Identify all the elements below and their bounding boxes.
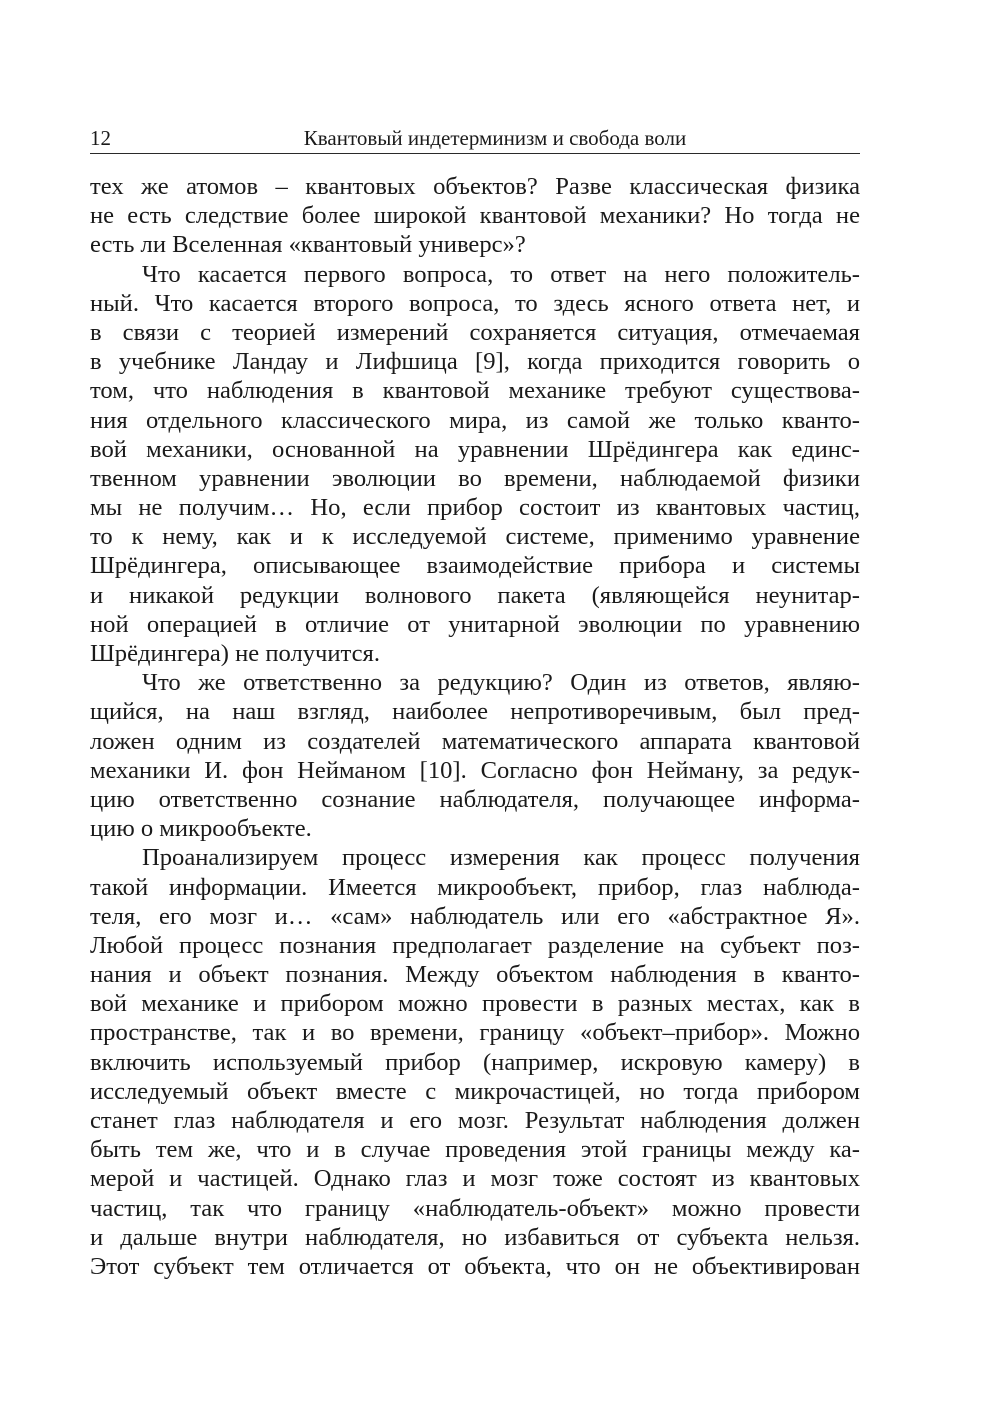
text-line: щийся, на наш взгляд, наиболее непротиворечивым, был пред- <box>90 698 860 726</box>
text-line: в связи с теорией измерений сохраняется ситуация, отмечаемая <box>90 318 860 346</box>
text-line: ной операцией в отличие от унитарной эволюции по уравнению <box>90 610 860 638</box>
body-text <box>90 172 860 1281</box>
paragraph <box>90 172 860 260</box>
text-line: мы не получим… Но, если прибор состоит из квантовых частиц, <box>90 494 860 522</box>
running-title: Квантовый индетерминизм и свобода воли <box>303 126 687 150</box>
text-line: Что же ответственно за редукцию? Один из ответов, являю- <box>142 669 860 697</box>
text-line: тех же атомов – квантовых объектов? Разве классическая физика <box>90 173 860 200</box>
text-line: ния отдельного классического мира, из самой же только кванто- <box>90 406 860 434</box>
text-line: такой информации. Имеется микрообъект, прибор, глаз наблюда- <box>90 873 860 901</box>
text-line: пространстве, так и во времени, границу «объект–прибор». Можно <box>90 1019 860 1047</box>
text-line: механики И. фон Нейманом [10]. Согласно фон Нейману, за редук- <box>90 756 860 784</box>
text-line: станет глаз наблюдателя и его мозг. Результат наблюдения должен <box>90 1107 860 1134</box>
text-line: Что касается первого вопроса, то ответ на него положитель- <box>142 260 860 288</box>
text-line: цию ответственно сознание наблюдателя, получающее информа- <box>90 785 860 813</box>
text-line: теля, его мозг и… «сам» наблюдатель или его «абстрактное Я». <box>90 902 860 930</box>
text-line: частиц, так что границу «наблюдатель-объект» можно провести <box>90 1194 860 1222</box>
page-number: 12 <box>90 126 111 150</box>
text-line: быть тем же, что и в случае проведения этой границы между ка- <box>90 1136 860 1164</box>
text-line: цию о микрообъекте. <box>90 815 312 843</box>
text-line: Этот субъект тем отличается от объекта, что он не объективирован <box>90 1252 860 1280</box>
text-line: в учебнике Ландау и Лифшица [9], когда приходится говорить о <box>90 348 860 376</box>
text-line: Любой процесс познания предполагает разделение на субъект поз- <box>90 931 860 959</box>
text-line: ложен одним из создателей математического аппарата квантовой <box>90 727 860 755</box>
text-line: не есть следствие более широкой квантовой механики? Но тогда не <box>90 202 860 230</box>
paragraph <box>90 668 860 843</box>
text-line: есть ли Вселенная «квантовый универс»? <box>90 231 526 259</box>
text-line: вой механики, основанной на уравнении Шрёдингера как единс- <box>90 435 860 463</box>
text-line: Шрёдингера) не получится. <box>90 640 380 667</box>
text-line: том, что наблюдения в квантовой механике требуют существова- <box>90 377 860 405</box>
text-line: твенном уравнении эволюции во времени, наблюдаемой физики <box>90 464 860 492</box>
paragraph <box>90 260 860 669</box>
text-line: Шрёдингера, описывающее взаимодействие прибора и системы <box>90 552 860 580</box>
text-line: и дальше внутри наблюдателя, но избавиться от субъекта нельзя. <box>90 1223 860 1251</box>
text-line: то к нему, как и к исследуемой системе, применимо уравнение <box>90 523 860 551</box>
running-head <box>90 123 860 154</box>
paragraph <box>90 843 860 1281</box>
text-line: вой механике и прибором можно провести в разных местах, как в <box>90 990 860 1018</box>
text-line: исследуемый объект вместе с микрочастицей, но тогда прибором <box>90 1077 860 1105</box>
text-line: нания и объект познания. Между объектом наблюдения в кванто- <box>90 961 860 989</box>
text-line: включить используемый прибор (например, искровую камеру) в <box>90 1048 860 1076</box>
text-line: ный. Что касается второго вопроса, то здесь ясного ответа нет, и <box>90 289 860 317</box>
text-line: мерой и частицей. Однако глаз и мозг тоже состоят из квантовых <box>90 1165 860 1193</box>
text-line: и никакой редукции волнового пакета (являющейся неунитар- <box>90 581 860 609</box>
text-line: Проанализируем процесс измерения как процесс получения <box>142 844 860 872</box>
